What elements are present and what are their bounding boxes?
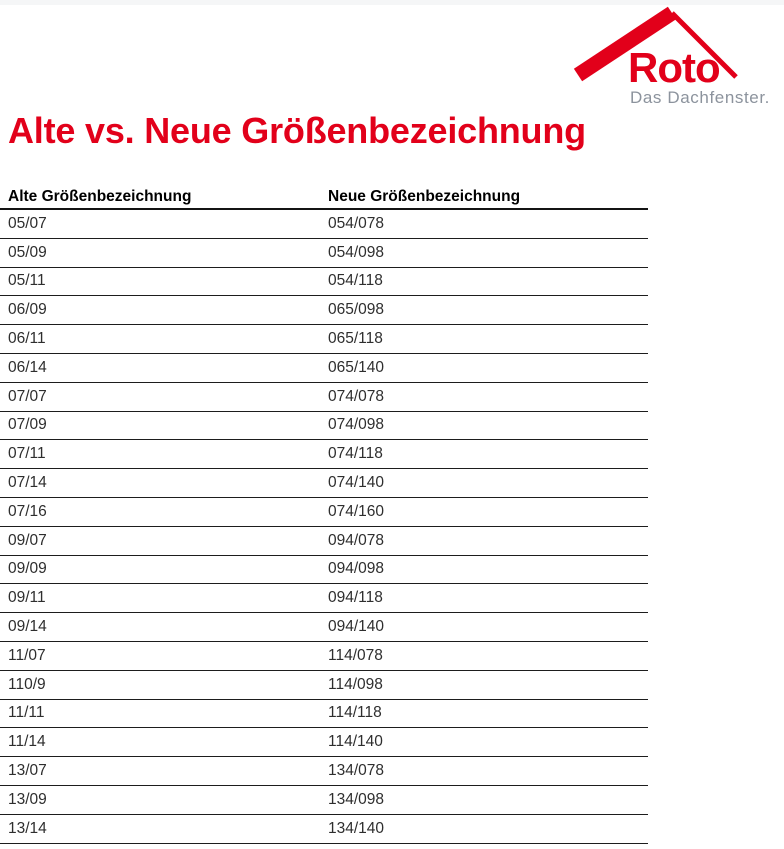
old-size-cell: 06/11	[8, 330, 46, 348]
old-size-cell: 05/09	[8, 243, 47, 261]
roto-roof-icon	[564, 4, 784, 88]
table-row	[0, 815, 648, 844]
new-size-cell: 074/078	[328, 387, 385, 405]
table-row	[0, 210, 648, 239]
page-title: Alte vs. Neue Größenbezeichnung	[8, 110, 586, 151]
old-size-cell: 07/11	[8, 445, 46, 463]
old-size-cell: 110/9	[8, 675, 46, 693]
table-row	[0, 642, 648, 671]
table-row	[0, 325, 648, 354]
table-row	[0, 239, 648, 268]
old-size-cell: 05/11	[8, 272, 46, 290]
logo-wordmark: Roto	[628, 44, 720, 88]
new-size-cell: 094/118	[328, 589, 383, 607]
old-size-cell: 09/09	[8, 560, 47, 578]
new-size-cell: 114/118	[328, 704, 382, 722]
new-size-cell: 054/098	[328, 243, 385, 261]
old-size-cell: 11/11	[8, 704, 45, 722]
table-row	[0, 786, 648, 815]
new-size-cell: 094/078	[328, 531, 385, 549]
new-size-cell: 134/078	[328, 762, 385, 780]
new-size-cell: 094/140	[328, 618, 385, 636]
table-header	[0, 185, 648, 210]
new-size-cell: 074/098	[328, 416, 385, 434]
table-row	[0, 671, 648, 700]
table-row	[0, 556, 648, 585]
old-size-cell: 07/09	[8, 416, 47, 434]
col-header-new: Neue Größenbezeichnung	[328, 187, 521, 205]
old-size-cell: 13/09	[8, 790, 47, 808]
table-row	[0, 757, 648, 786]
table-row	[0, 383, 648, 412]
old-size-cell: 11/07	[8, 646, 46, 664]
new-size-cell: 074/118	[328, 445, 383, 463]
table-row	[0, 584, 648, 613]
new-size-cell: 134/140	[328, 819, 385, 837]
table-row	[0, 527, 648, 556]
size-table	[0, 185, 648, 844]
table-rows	[0, 210, 648, 844]
table-row	[0, 613, 648, 642]
old-size-cell: 07/07	[8, 387, 47, 405]
old-size-cell: 09/07	[8, 531, 47, 549]
old-size-cell: 13/07	[8, 762, 47, 780]
table-row	[0, 268, 648, 297]
new-size-cell: 094/098	[328, 560, 385, 578]
old-size-cell: 06/09	[8, 301, 47, 319]
old-size-cell: 06/14	[8, 358, 47, 376]
old-size-cell: 09/14	[8, 618, 47, 636]
new-size-cell: 114/078	[328, 646, 383, 664]
old-size-cell: 09/11	[8, 589, 46, 607]
new-size-cell: 134/098	[328, 790, 385, 808]
new-size-cell: 065/098	[328, 301, 385, 319]
new-size-cell: 054/118	[328, 272, 383, 290]
new-size-cell: 114/140	[328, 733, 383, 751]
old-size-cell: 05/07	[8, 214, 47, 232]
new-size-cell: 054/078	[328, 214, 385, 232]
table-row	[0, 440, 648, 469]
old-size-cell: 11/14	[8, 733, 46, 751]
new-size-cell: 074/140	[328, 474, 385, 492]
table-row	[0, 354, 648, 383]
logo-tagline: Das Dachfenster.	[630, 88, 770, 107]
old-size-cell: 13/14	[8, 819, 47, 837]
table-row	[0, 469, 648, 498]
col-header-old: Alte Größenbezeichnung	[8, 187, 192, 205]
new-size-cell: 114/098	[328, 675, 383, 693]
old-size-cell: 07/14	[8, 474, 47, 492]
new-size-cell: 065/140	[328, 358, 385, 376]
new-size-cell: 065/118	[328, 330, 383, 348]
table-row	[0, 412, 648, 441]
table-row	[0, 498, 648, 527]
old-size-cell: 07/16	[8, 502, 47, 520]
roto-logo	[564, 4, 784, 110]
table-row	[0, 728, 648, 757]
table-row	[0, 700, 648, 729]
new-size-cell: 074/160	[328, 502, 385, 520]
table-row	[0, 296, 648, 325]
